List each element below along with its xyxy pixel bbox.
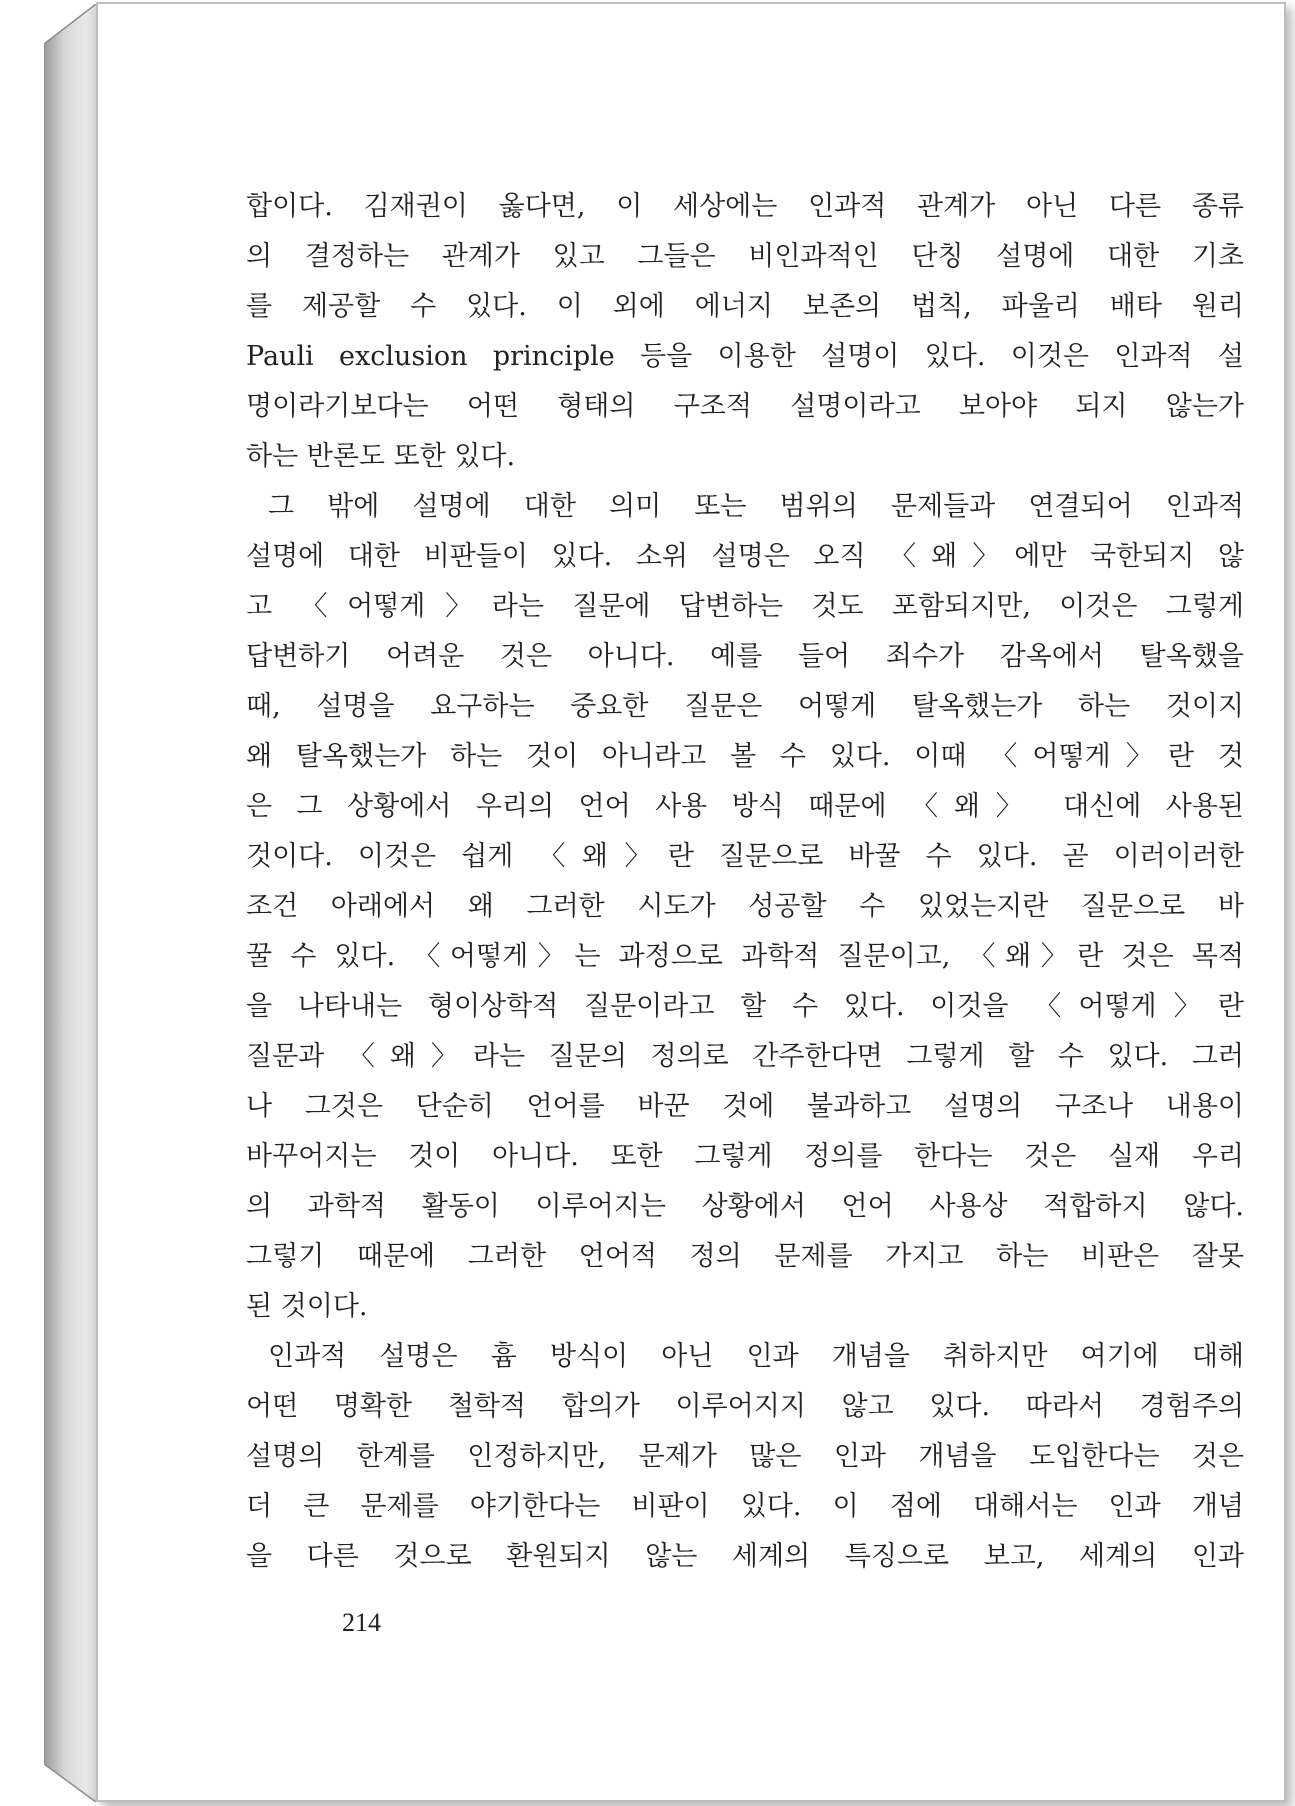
text-line: 때, 설명을 요구하는 중요한 질문은 어떻게 탈옥했는가 하는 것이지: [246, 691, 1244, 722]
text-line: 인과적 설명은 흄 방식이 아닌 인과 개념을 취하지만 여기에 대해: [268, 1341, 1244, 1372]
text-line: 질문과 〈왜〉라는 질문의 정의로 간주한다면 그렇게 할 수 있다. 그러: [246, 1041, 1244, 1072]
page-body-text: [246, 182, 1244, 1582]
book-spine: [44, 4, 104, 1802]
text-line: 의 결정하는 관계가 있고 그들은 비인과적인 단칭 설명에 대한 기초: [246, 241, 1244, 272]
book-page: [96, 2, 1286, 1802]
text-line: 의 과학적 활동이 이루어지는 상황에서 언어 사용상 적합하지 않다.: [246, 1191, 1244, 1222]
text-line: 명이라기보다는 어떤 형태의 구조적 설명이라고 보아야 되지 않는가: [246, 391, 1244, 422]
text-line: 바꾸어지는 것이 아니다. 또한 그렇게 정의를 한다는 것은 실재 우리: [246, 1141, 1244, 1172]
text-line: 어떤 명확한 철학적 합의가 이루어지지 않고 있다. 따라서 경험주의: [246, 1391, 1244, 1422]
book-spine-shape: [44, 4, 104, 1802]
text-line: 왜 탈옥했는가 하는 것이 아니라고 볼 수 있다. 이때 〈어떻게〉란 것: [246, 741, 1244, 772]
text-line: 더 큰 문제를 야기한다는 비판이 있다. 이 점에 대해서는 인과 개념: [246, 1491, 1244, 1522]
text-line: 그렇기 때문에 그러한 언어적 정의 문제를 가지고 하는 비판은 잘못: [246, 1241, 1244, 1272]
text-line: 답변하기 어려운 것은 아니다. 예를 들어 죄수가 감옥에서 탈옥했을: [246, 641, 1244, 672]
text-line: 설명에 대한 비판들이 있다. 소위 설명은 오직 〈왜〉에만 국한되지 않: [246, 541, 1244, 572]
text-line: 나 그것은 단순히 언어를 바꾼 것에 불과하고 설명의 구조나 내용이: [246, 1091, 1244, 1122]
text-line: 조건 아래에서 왜 그러한 시도가 성공할 수 있었는지란 질문으로 바: [246, 891, 1244, 922]
text-line: 된 것이다.: [246, 1291, 368, 1322]
text-line: 하는 반론도 또한 있다.: [246, 441, 516, 472]
text-line: 을 다른 것으로 환원되지 않는 세계의 특징으로 보고, 세계의 인과: [246, 1541, 1244, 1572]
page-number: 214: [342, 1608, 381, 1637]
text-line: 그 밖에 설명에 대한 의미 또는 범위의 문제들과 연결되어 인과적: [268, 491, 1244, 522]
text-line: 합이다. 김재권이 옳다면, 이 세상에는 인과적 관계가 아닌 다른 종류: [246, 191, 1244, 222]
text-line: 설명의 한계를 인정하지만, 문제가 많은 인과 개념을 도입한다는 것은: [246, 1441, 1244, 1472]
text-line: 을 나타내는 형이상학적 질문이라고 할 수 있다. 이것을 〈어떻게〉란: [246, 991, 1244, 1022]
text-line: 은 그 상황에서 우리의 언어 사용 방식 때문에 〈왜〉 대신에 사용된: [246, 791, 1244, 822]
text-line: 를 제공할 수 있다. 이 외에 에너지 보존의 법칙, 파울리 배타 원리: [246, 291, 1244, 322]
text-line: 고 〈어떻게〉라는 질문에 답변하는 것도 포함되지만, 이것은 그렇게: [246, 591, 1244, 622]
text-line: Pauli exclusion principle 등을 이용한 설명이 있다. 이것은 인과적 설: [246, 341, 1244, 372]
text-line: 꿀 수 있다. 〈어떻게〉는 과정으로 과학적 질문이고, 〈왜〉란 것은 목적: [246, 941, 1244, 972]
text-line: 것이다. 이것은 쉽게 〈왜〉란 질문으로 바꿀 수 있다. 곧 이러이러한: [246, 841, 1244, 872]
